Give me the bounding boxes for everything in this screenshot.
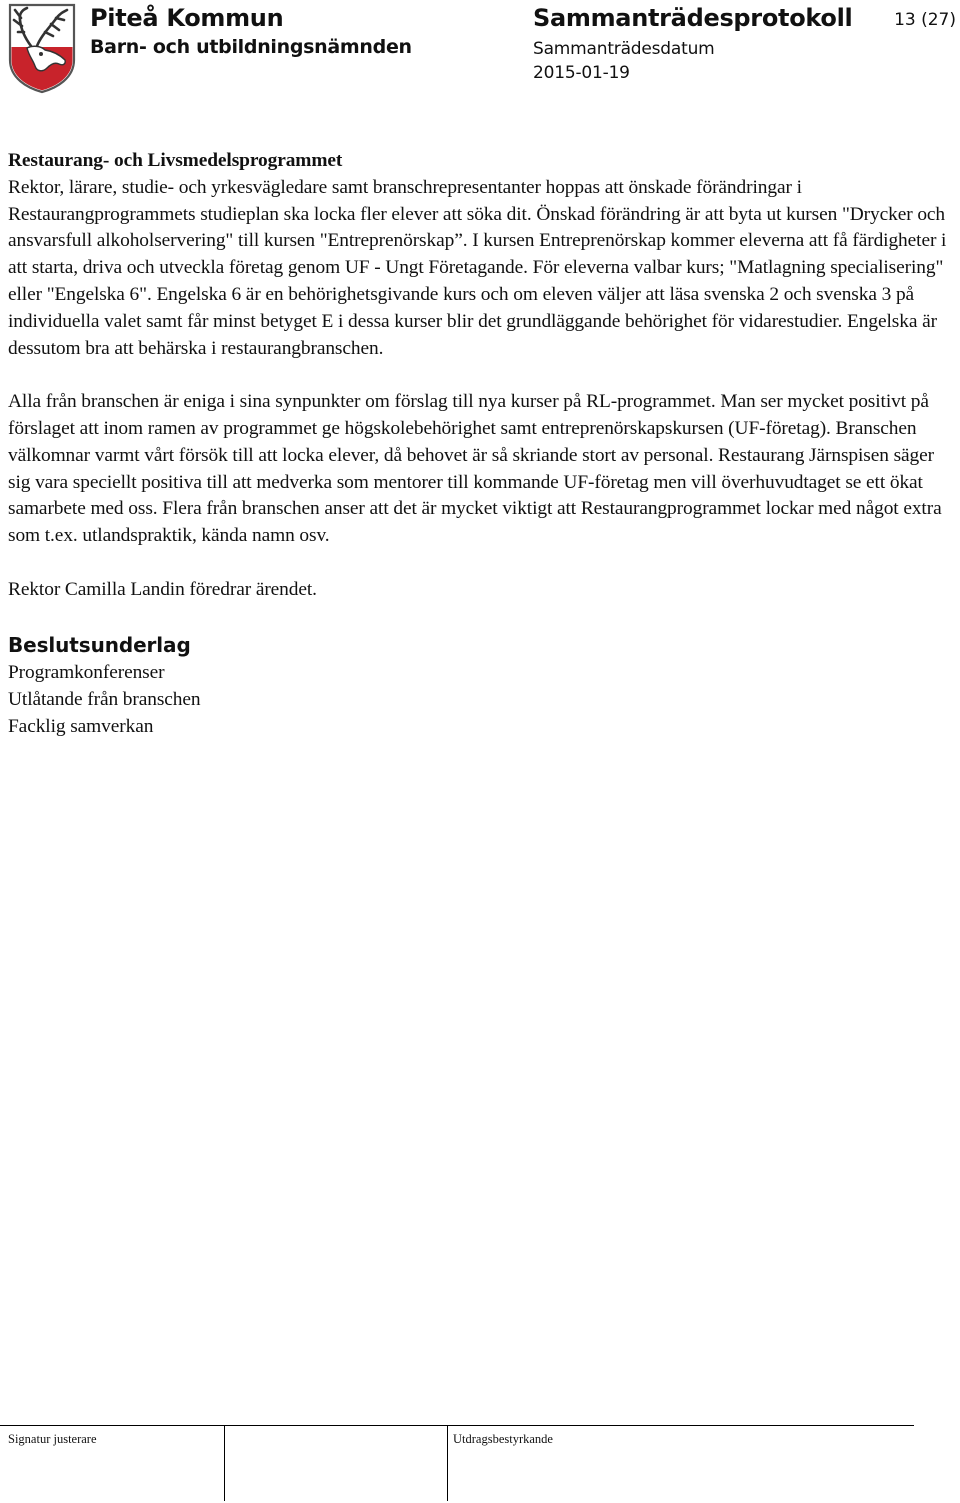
board-name: Barn- och utbildningsnämnden bbox=[90, 36, 412, 58]
signature-footer bbox=[0, 1425, 960, 1503]
decision-basis-item: Facklig samverkan bbox=[8, 715, 154, 737]
section-title: Restaurang- och Livsmedelsprogrammet bbox=[8, 150, 343, 171]
decision-basis-heading: Beslutsunderlag bbox=[8, 633, 191, 658]
document-type-title: Sammanträdesprotokoll bbox=[533, 4, 853, 32]
decision-basis-item: Utlåtande från branschen bbox=[8, 689, 201, 711]
meeting-date-value: 2015-01-19 bbox=[533, 63, 630, 83]
footer-column-divider bbox=[224, 1425, 225, 1501]
meeting-date-label: Sammanträdesdatum bbox=[533, 39, 715, 59]
organization-name: Piteå Kommun bbox=[90, 4, 284, 32]
footer-column-divider bbox=[447, 1425, 448, 1501]
pitea-coat-of-arms-logo bbox=[7, 2, 77, 94]
protocol-body bbox=[8, 148, 952, 741]
signature-label: Signatur justerare bbox=[8, 1432, 97, 1446]
paragraph-spacer bbox=[8, 362, 952, 389]
paragraph-spacer bbox=[8, 550, 952, 577]
paragraph-spacer bbox=[8, 604, 952, 631]
footer-divider bbox=[0, 1425, 914, 1426]
paragraph-proposal: Rektor, lärare, studie- och yrkesvägledare samt branschrepresentanter hoppas att önskade förändringar i Restaurangprogrammets studieplan ska locka fler elever att söka dit. Önskad förändring är att byta ut kursen "Drycker och ansvarsfull alkoholservering" till kursen "Entreprenörskap”. I kursen Entreprenörskap kommer eleverna att få färdigheter i att starta, driva och utveckla företag genom UF - Ungt Företagande. För eleverna valbar kurs; "Matlagning specialisering" eller "Engelska 6". Engelska 6 är en behörighetsgivande kurs och om eleven väljer att läsa svenska 2 och svenska 3 på individuella valet samt får minst betyget E i dessa kurser blir det grundläggande behörighet för vidarestudier. Engelska är dessutom bra att behärska i restaurangbranschen. bbox=[8, 176, 947, 359]
paragraph-presenter: Rektor Camilla Landin föredrar ärendet. bbox=[8, 578, 317, 600]
paragraph-industry-opinion: Alla från branschen är eniga i sina synpunkter om förslag till nya kurser på RL-programmet. Man ser mycket positivt på förslaget att inom ramen av programmet ge högskolebehörighet samt entreprenörskapskursen (UF-företag). Branschen välkomnar varmt vårt försök till att locka elever, då behovet är så skriande stort av personal. Restaurang Järnspisen säger sig vara speciellt positiva till att medverka som mentorer till kommande UF-företag men vill överhuvudtaget se ett ökat samarbete med oss. Flera från branschen anser att det är mycket viktigt att Restaurangprogrammet lockar med något extra som t.ex. utlandspraktik, kända namn osv. bbox=[8, 391, 942, 547]
certification-label: Utdragsbestyrkande bbox=[453, 1432, 553, 1446]
decision-basis-item: Programkonferenser bbox=[8, 662, 165, 684]
page-number: 13 (27) bbox=[894, 10, 956, 30]
